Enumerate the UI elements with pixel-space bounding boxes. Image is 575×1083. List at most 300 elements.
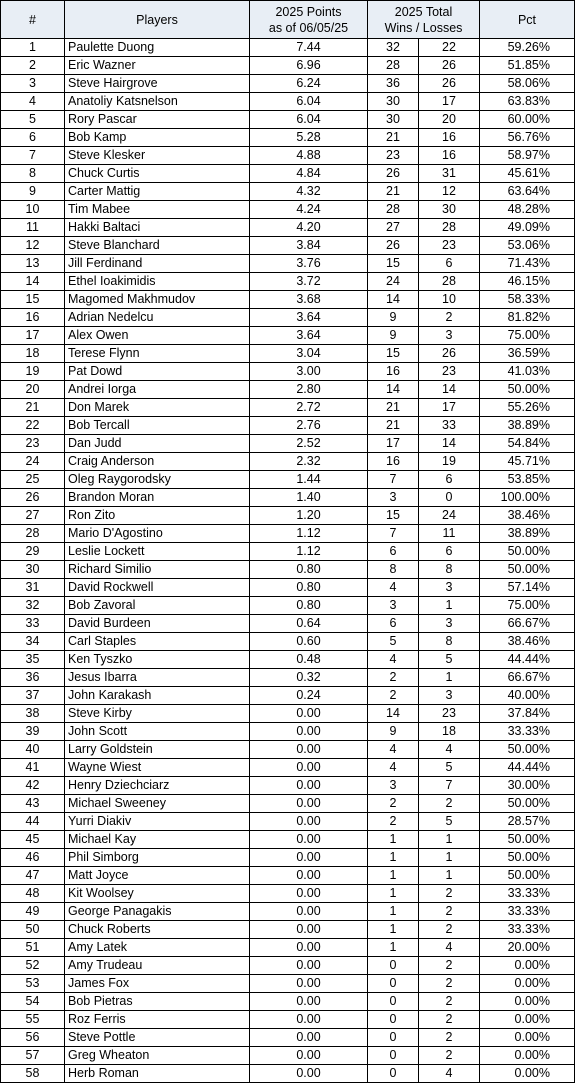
cell-pct: 45.61% [480, 165, 575, 183]
table-row [1, 579, 575, 597]
cell-player: Bob Zavoral [65, 597, 250, 615]
cell-rank: 37 [1, 687, 65, 705]
cell-losses: 5 [419, 759, 480, 777]
cell-wins: 5 [368, 633, 419, 651]
cell-rank: 50 [1, 921, 65, 939]
cell-player: Michael Sweeney [65, 795, 250, 813]
cell-player: Steve Blanchard [65, 237, 250, 255]
cell-points: 0.80 [250, 597, 368, 615]
cell-losses: 1 [419, 867, 480, 885]
cell-points: 0.00 [250, 903, 368, 921]
cell-losses: 30 [419, 201, 480, 219]
cell-player: Phil Simborg [65, 849, 250, 867]
cell-player: Greg Wheaton [65, 1047, 250, 1065]
table-row [1, 147, 575, 165]
cell-losses: 4 [419, 1065, 480, 1083]
cell-player: Adrian Nedelcu [65, 309, 250, 327]
cell-player: Steve Pottle [65, 1029, 250, 1047]
cell-wins: 24 [368, 273, 419, 291]
cell-points: 0.00 [250, 975, 368, 993]
cell-rank: 20 [1, 381, 65, 399]
cell-losses: 6 [419, 255, 480, 273]
cell-rank: 34 [1, 633, 65, 651]
cell-points: 3.00 [250, 363, 368, 381]
table-row [1, 1011, 575, 1029]
cell-wins: 36 [368, 75, 419, 93]
cell-wins: 16 [368, 453, 419, 471]
cell-wins: 23 [368, 147, 419, 165]
cell-pct: 63.64% [480, 183, 575, 201]
table-row [1, 111, 575, 129]
table-row [1, 1029, 575, 1047]
table-row [1, 1047, 575, 1065]
cell-pct: 66.67% [480, 615, 575, 633]
cell-wins: 0 [368, 975, 419, 993]
cell-points: 3.64 [250, 309, 368, 327]
cell-pct: 0.00% [480, 1029, 575, 1047]
cell-player: Ethel Ioakimidis [65, 273, 250, 291]
cell-pct: 40.00% [480, 687, 575, 705]
cell-losses: 2 [419, 1011, 480, 1029]
cell-wins: 14 [368, 291, 419, 309]
cell-pct: 0.00% [480, 1065, 575, 1083]
table-row [1, 759, 575, 777]
cell-wins: 26 [368, 237, 419, 255]
cell-pct: 60.00% [480, 111, 575, 129]
cell-pct: 0.00% [480, 975, 575, 993]
cell-points: 3.72 [250, 273, 368, 291]
cell-pct: 50.00% [480, 381, 575, 399]
cell-player: Jesus Ibarra [65, 669, 250, 687]
header-wl-line2: Wins / Losses [384, 20, 463, 35]
cell-points: 1.20 [250, 507, 368, 525]
cell-rank: 54 [1, 993, 65, 1011]
cell-losses: 14 [419, 435, 480, 453]
cell-player: Leslie Lockett [65, 543, 250, 561]
cell-losses: 1 [419, 669, 480, 687]
table-row [1, 849, 575, 867]
table-row [1, 489, 575, 507]
table-row [1, 183, 575, 201]
cell-points: 0.00 [250, 705, 368, 723]
cell-points: 0.00 [250, 867, 368, 885]
cell-points: 0.00 [250, 831, 368, 849]
cell-player: Herb Roman [65, 1065, 250, 1083]
cell-points: 6.04 [250, 111, 368, 129]
table-row [1, 399, 575, 417]
cell-rank: 48 [1, 885, 65, 903]
cell-points: 0.48 [250, 651, 368, 669]
cell-losses: 2 [419, 993, 480, 1011]
cell-rank: 22 [1, 417, 65, 435]
table-row [1, 957, 575, 975]
cell-losses: 2 [419, 885, 480, 903]
cell-pct: 38.89% [480, 417, 575, 435]
cell-points: 0.32 [250, 669, 368, 687]
table-row [1, 273, 575, 291]
table-row [1, 723, 575, 741]
cell-losses: 22 [419, 39, 480, 57]
table-row [1, 651, 575, 669]
cell-pct: 0.00% [480, 1011, 575, 1029]
cell-pct: 44.44% [480, 651, 575, 669]
cell-losses: 20 [419, 111, 480, 129]
cell-wins: 21 [368, 129, 419, 147]
cell-player: Oleg Raygorodsky [65, 471, 250, 489]
cell-wins: 7 [368, 471, 419, 489]
cell-wins: 3 [368, 489, 419, 507]
table-body [1, 39, 575, 1083]
table-row [1, 363, 575, 381]
cell-points: 0.00 [250, 1065, 368, 1083]
cell-points: 1.40 [250, 489, 368, 507]
cell-player: Roz Ferris [65, 1011, 250, 1029]
table-row [1, 75, 575, 93]
cell-losses: 2 [419, 1047, 480, 1065]
cell-losses: 28 [419, 219, 480, 237]
cell-pct: 0.00% [480, 1047, 575, 1065]
cell-rank: 16 [1, 309, 65, 327]
cell-player: Steve Hairgrove [65, 75, 250, 93]
cell-losses: 6 [419, 543, 480, 561]
cell-points: 1.12 [250, 525, 368, 543]
cell-points: 0.00 [250, 795, 368, 813]
cell-player: Paulette Duong [65, 39, 250, 57]
cell-player: Wayne Wiest [65, 759, 250, 777]
cell-pct: 37.84% [480, 705, 575, 723]
table-row [1, 165, 575, 183]
cell-rank: 49 [1, 903, 65, 921]
cell-pct: 51.85% [480, 57, 575, 75]
cell-losses: 2 [419, 975, 480, 993]
cell-points: 5.28 [250, 129, 368, 147]
cell-losses: 19 [419, 453, 480, 471]
cell-wins: 4 [368, 651, 419, 669]
cell-losses: 12 [419, 183, 480, 201]
cell-points: 2.52 [250, 435, 368, 453]
cell-rank: 52 [1, 957, 65, 975]
cell-points: 4.24 [250, 201, 368, 219]
cell-rank: 14 [1, 273, 65, 291]
cell-rank: 19 [1, 363, 65, 381]
cell-losses: 2 [419, 1029, 480, 1047]
cell-points: 3.76 [250, 255, 368, 273]
table-row [1, 615, 575, 633]
cell-pct: 54.84% [480, 435, 575, 453]
table-row [1, 795, 575, 813]
cell-player: Rory Pascar [65, 111, 250, 129]
cell-rank: 10 [1, 201, 65, 219]
cell-wins: 32 [368, 39, 419, 57]
cell-rank: 40 [1, 741, 65, 759]
cell-player: Carter Mattig [65, 183, 250, 201]
cell-pct: 0.00% [480, 993, 575, 1011]
cell-rank: 35 [1, 651, 65, 669]
cell-wins: 28 [368, 57, 419, 75]
cell-player: Carl Staples [65, 633, 250, 651]
cell-pct: 75.00% [480, 597, 575, 615]
cell-losses: 3 [419, 579, 480, 597]
cell-wins: 4 [368, 759, 419, 777]
table-row [1, 291, 575, 309]
cell-points: 0.00 [250, 813, 368, 831]
cell-pct: 71.43% [480, 255, 575, 273]
cell-points: 1.12 [250, 543, 368, 561]
cell-losses: 4 [419, 939, 480, 957]
cell-losses: 2 [419, 309, 480, 327]
cell-points: 0.00 [250, 741, 368, 759]
cell-wins: 1 [368, 831, 419, 849]
cell-rank: 8 [1, 165, 65, 183]
cell-losses: 3 [419, 615, 480, 633]
cell-losses: 6 [419, 471, 480, 489]
cell-points: 7.44 [250, 39, 368, 57]
table-row [1, 93, 575, 111]
cell-losses: 17 [419, 399, 480, 417]
cell-rank: 2 [1, 57, 65, 75]
cell-pct: 75.00% [480, 327, 575, 345]
table-row [1, 525, 575, 543]
cell-losses: 5 [419, 651, 480, 669]
cell-losses: 7 [419, 777, 480, 795]
cell-wins: 21 [368, 399, 419, 417]
table-row [1, 507, 575, 525]
cell-rank: 47 [1, 867, 65, 885]
cell-wins: 6 [368, 543, 419, 561]
table-row [1, 345, 575, 363]
cell-player: Alex Owen [65, 327, 250, 345]
cell-points: 0.00 [250, 939, 368, 957]
cell-points: 0.00 [250, 1011, 368, 1029]
cell-losses: 4 [419, 741, 480, 759]
table-row [1, 435, 575, 453]
cell-player: Terese Flynn [65, 345, 250, 363]
cell-points: 0.64 [250, 615, 368, 633]
cell-wins: 1 [368, 885, 419, 903]
cell-wins: 8 [368, 561, 419, 579]
table-row [1, 885, 575, 903]
cell-wins: 1 [368, 921, 419, 939]
cell-player: Michael Kay [65, 831, 250, 849]
cell-losses: 16 [419, 147, 480, 165]
cell-points: 3.04 [250, 345, 368, 363]
cell-losses: 8 [419, 561, 480, 579]
cell-rank: 4 [1, 93, 65, 111]
cell-wins: 15 [368, 255, 419, 273]
table-row [1, 201, 575, 219]
cell-rank: 18 [1, 345, 65, 363]
table-row [1, 561, 575, 579]
cell-rank: 53 [1, 975, 65, 993]
cell-losses: 23 [419, 363, 480, 381]
cell-rank: 44 [1, 813, 65, 831]
cell-pct: 50.00% [480, 543, 575, 561]
cell-wins: 21 [368, 417, 419, 435]
cell-pct: 58.33% [480, 291, 575, 309]
cell-player: Richard Similio [65, 561, 250, 579]
cell-losses: 2 [419, 957, 480, 975]
cell-wins: 0 [368, 993, 419, 1011]
cell-rank: 55 [1, 1011, 65, 1029]
cell-pct: 38.46% [480, 507, 575, 525]
cell-points: 0.24 [250, 687, 368, 705]
cell-points: 0.00 [250, 957, 368, 975]
cell-points: 6.04 [250, 93, 368, 111]
cell-pct: 33.33% [480, 921, 575, 939]
cell-losses: 31 [419, 165, 480, 183]
cell-rank: 56 [1, 1029, 65, 1047]
cell-rank: 45 [1, 831, 65, 849]
cell-rank: 30 [1, 561, 65, 579]
table-row [1, 39, 575, 57]
cell-wins: 17 [368, 435, 419, 453]
cell-rank: 43 [1, 795, 65, 813]
cell-rank: 25 [1, 471, 65, 489]
cell-wins: 2 [368, 813, 419, 831]
cell-pct: 48.28% [480, 201, 575, 219]
cell-rank: 3 [1, 75, 65, 93]
cell-wins: 2 [368, 669, 419, 687]
cell-player: Craig Anderson [65, 453, 250, 471]
table-row [1, 687, 575, 705]
cell-rank: 24 [1, 453, 65, 471]
cell-wins: 21 [368, 183, 419, 201]
cell-pct: 66.67% [480, 669, 575, 687]
cell-wins: 14 [368, 381, 419, 399]
header-points-line2: as of 06/05/25 [268, 20, 349, 35]
cell-wins: 14 [368, 705, 419, 723]
cell-points: 4.84 [250, 165, 368, 183]
cell-player: Amy Latek [65, 939, 250, 957]
cell-pct: 57.14% [480, 579, 575, 597]
cell-wins: 4 [368, 741, 419, 759]
cell-pct: 46.15% [480, 273, 575, 291]
table-row [1, 813, 575, 831]
cell-wins: 0 [368, 1029, 419, 1047]
cell-rank: 51 [1, 939, 65, 957]
cell-wins: 9 [368, 309, 419, 327]
cell-points: 4.20 [250, 219, 368, 237]
cell-wins: 3 [368, 597, 419, 615]
header-row [1, 1, 575, 39]
cell-wins: 2 [368, 687, 419, 705]
cell-wins: 1 [368, 867, 419, 885]
table-row [1, 633, 575, 651]
cell-pct: 59.26% [480, 39, 575, 57]
cell-player: Kit Woolsey [65, 885, 250, 903]
cell-points: 2.76 [250, 417, 368, 435]
cell-rank: 26 [1, 489, 65, 507]
cell-points: 0.00 [250, 993, 368, 1011]
table-row [1, 831, 575, 849]
cell-losses: 2 [419, 795, 480, 813]
table-row [1, 543, 575, 561]
cell-player: Andrei Iorga [65, 381, 250, 399]
cell-losses: 26 [419, 57, 480, 75]
table-row [1, 57, 575, 75]
cell-wins: 9 [368, 723, 419, 741]
cell-points: 0.00 [250, 849, 368, 867]
cell-pct: 33.33% [480, 885, 575, 903]
cell-pct: 44.44% [480, 759, 575, 777]
cell-losses: 8 [419, 633, 480, 651]
table-row [1, 777, 575, 795]
cell-player: Tim Mabee [65, 201, 250, 219]
cell-rank: 13 [1, 255, 65, 273]
table-row [1, 309, 575, 327]
cell-pct: 81.82% [480, 309, 575, 327]
cell-rank: 33 [1, 615, 65, 633]
cell-points: 0.00 [250, 1029, 368, 1047]
cell-wins: 9 [368, 327, 419, 345]
cell-rank: 31 [1, 579, 65, 597]
cell-points: 4.32 [250, 183, 368, 201]
cell-wins: 15 [368, 507, 419, 525]
cell-player: Brandon Moran [65, 489, 250, 507]
cell-player: David Rockwell [65, 579, 250, 597]
table-row [1, 939, 575, 957]
table-row [1, 975, 575, 993]
cell-pct: 55.26% [480, 399, 575, 417]
cell-player: David Burdeen [65, 615, 250, 633]
cell-pct: 0.00% [480, 957, 575, 975]
table-row [1, 129, 575, 147]
table-row [1, 453, 575, 471]
cell-wins: 7 [368, 525, 419, 543]
cell-rank: 36 [1, 669, 65, 687]
cell-losses: 3 [419, 687, 480, 705]
cell-losses: 1 [419, 849, 480, 867]
cell-pct: 63.83% [480, 93, 575, 111]
cell-points: 3.64 [250, 327, 368, 345]
cell-rank: 23 [1, 435, 65, 453]
cell-losses: 1 [419, 597, 480, 615]
header-points-line1: 2025 Points [275, 4, 342, 19]
header-points [250, 1, 368, 39]
cell-player: George Panagakis [65, 903, 250, 921]
cell-pct: 41.03% [480, 363, 575, 381]
cell-losses: 26 [419, 75, 480, 93]
cell-wins: 4 [368, 579, 419, 597]
cell-pct: 38.89% [480, 525, 575, 543]
cell-player: Magomed Makhmudov [65, 291, 250, 309]
cell-points: 3.68 [250, 291, 368, 309]
cell-losses: 11 [419, 525, 480, 543]
cell-pct: 58.06% [480, 75, 575, 93]
cell-player: John Karakash [65, 687, 250, 705]
table-row [1, 219, 575, 237]
cell-player: Yurri Diakiv [65, 813, 250, 831]
cell-player: Larry Goldstein [65, 741, 250, 759]
cell-wins: 1 [368, 939, 419, 957]
header-wl-line1: 2025 Total [394, 4, 453, 19]
cell-points: 0.00 [250, 723, 368, 741]
cell-losses: 18 [419, 723, 480, 741]
cell-wins: 0 [368, 1011, 419, 1029]
cell-pct: 50.00% [480, 831, 575, 849]
table-row [1, 255, 575, 273]
cell-pct: 58.97% [480, 147, 575, 165]
cell-player: Dan Judd [65, 435, 250, 453]
cell-losses: 0 [419, 489, 480, 507]
cell-pct: 50.00% [480, 867, 575, 885]
header-players: Players [65, 1, 250, 39]
cell-player: Bob Tercall [65, 417, 250, 435]
cell-rank: 15 [1, 291, 65, 309]
cell-rank: 32 [1, 597, 65, 615]
cell-player: Steve Klesker [65, 147, 250, 165]
cell-points: 6.24 [250, 75, 368, 93]
